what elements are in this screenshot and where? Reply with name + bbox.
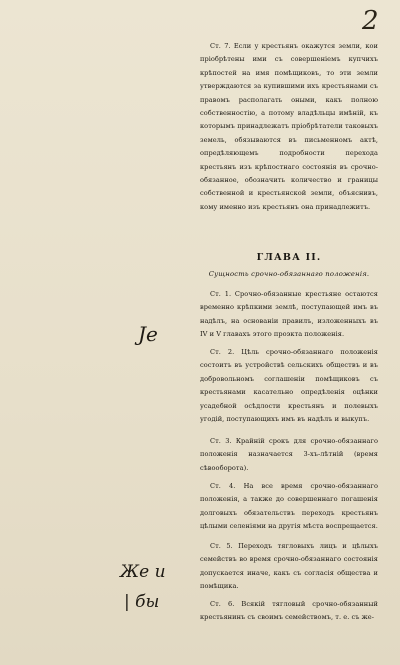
article-5-paragraph bbox=[200, 540, 378, 594]
article-6-paragraph bbox=[200, 598, 378, 625]
margin-note-zhe-i: Же и bbox=[120, 562, 166, 582]
article-5-text: Ст. 5. Переходъ тягловыхъ лицъ и цѣлыхъ семействъ во время срочно-обязаннаго состоянія допускается иначе, какъ съ согласія общества и помѣщика. bbox=[200, 542, 378, 591]
article-4-text: Ст. 4. На все время срочно-обязаннаго положенія, а также до совершеннаго погашенія долговыхъ обязательствъ переходъ крестьянъ цѣлыми селеніями на другія мѣста воспрещается. bbox=[200, 482, 378, 531]
article-3-text: Ст. 3. Крайній срокъ для срочно-обязаннаго положенія назначается 3-хъ-лѣтній (время сѣвооборота). bbox=[200, 437, 378, 472]
article-7-paragraph bbox=[200, 40, 378, 214]
article-3-paragraph bbox=[200, 435, 378, 475]
page-number: 2 bbox=[362, 6, 379, 36]
article-7-text: Ст. 7. Если у крестьянъ окажутся земли, кои пріобрѣтены ими съ совершеніемъ купчихъ крѣпостей на имя помѣщиковъ, то эти земли утверждаются за купившими ихъ крестьянами съ правомъ располагать оными, какъ полною собственностію, а потому владѣльцы имѣній, къ которымъ принадлежатъ пріобрѣтатели таковыхъ земель, обязываются въ письменномъ актѣ, опредѣляющемъ подробности перехода крестьянъ изъ крѣпостнаго состоянія въ срочно-обязанное, обозначить количество и границы собственной и крестьянской земли, объяснивъ, кому именно изъ крестьянъ она принадлежитъ. bbox=[200, 42, 378, 211]
article-6-text: Ст. 6. Всякій тягловый срочно-обязанный крестьянинъ съ своимъ семействомъ, т. е. съ же- bbox=[200, 600, 378, 622]
margin-note-je: Je bbox=[138, 322, 158, 346]
article-2-paragraph bbox=[200, 346, 378, 426]
chapter-title: ГЛАВА II. bbox=[256, 252, 322, 263]
article-2-text: Ст. 2. Цѣль срочно-обязаннаго положенія состоитъ въ устройствѣ сельскихъ обществъ и въ добровольномъ соглашеніи помѣщиковъ съ крестьянами касательно опредѣленія оцѣнки усадебной осѣдлости крестьянъ и полевыхъ угодій, поступающихъ имъ въ надѣлъ и выкупъ. bbox=[200, 348, 378, 424]
article-1-paragraph bbox=[200, 288, 378, 342]
article-1-text: Ст. 1. Срочно-обязанные крестьяне остаются временно крѣпкими землѣ, поступающей имъ въ надѣлъ, на основаніи правилъ, изложенныхъ въ IV и V главахъ этого проэкта положенія. bbox=[200, 290, 378, 339]
chapter-subtitle: Сущность срочно-обязаннаго положенія. bbox=[208, 270, 370, 278]
article-4-paragraph bbox=[200, 480, 378, 534]
margin-note-by: | бы bbox=[124, 592, 160, 612]
